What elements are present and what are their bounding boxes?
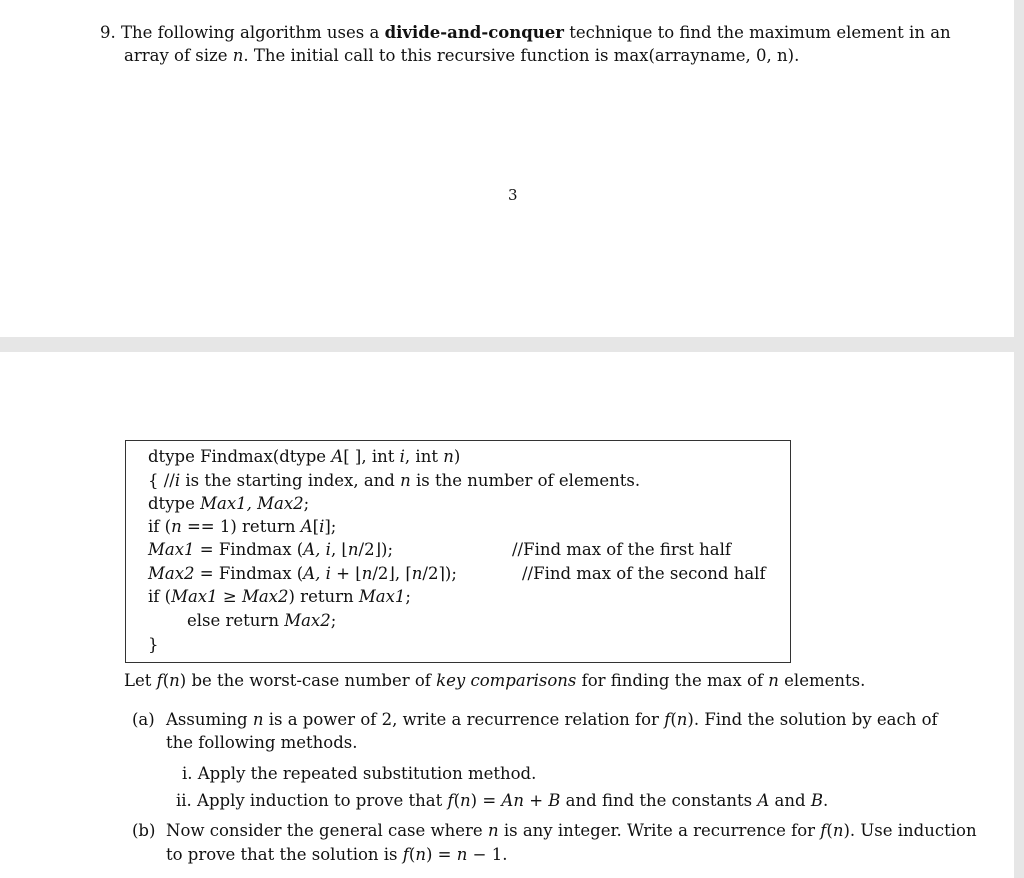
code-text: if ( (148, 517, 172, 536)
math-var: n (487, 821, 499, 840)
part-a-line-1 (166, 709, 938, 731)
code-text: , int (404, 447, 444, 466)
body-text: and find the constants (560, 791, 758, 810)
math-var: f (156, 671, 163, 690)
body-text: is a power of 2, write a recurrence relation for (263, 710, 665, 729)
code-text: = Findmax ( (194, 564, 304, 583)
math-var: n (768, 671, 779, 690)
math-var: n (415, 845, 426, 864)
part-b-label: (b) (132, 821, 156, 840)
code-text: if ( (148, 587, 172, 606)
body-text: ). Use induction (843, 821, 977, 840)
math-var: f (664, 710, 671, 729)
code-text: + ⌊ (330, 564, 362, 583)
code-text: ]; (324, 517, 337, 536)
code-line-2 (148, 470, 640, 492)
body-text: − 1. (467, 845, 508, 864)
math-var: n (460, 791, 471, 810)
math-var: n (252, 710, 264, 729)
math-var: i (399, 447, 405, 466)
math-var: A (300, 517, 313, 536)
math-var: n (361, 564, 373, 583)
code-line-5 (148, 539, 393, 561)
math-var: Max1 (358, 587, 406, 606)
math-var: An (501, 791, 524, 810)
math-var: f (820, 821, 827, 840)
code-comment-second-half: //Find max of the second half (522, 564, 766, 583)
math-var: n (411, 564, 423, 583)
math-var: i (319, 517, 325, 536)
body-text: ) be the worst-case number of (179, 671, 437, 690)
part-b-line-2 (166, 844, 507, 866)
math-var: n (676, 710, 688, 729)
math-var: A, i (303, 540, 331, 559)
code-text: ≥ (217, 587, 242, 606)
code-line-9: } (148, 635, 159, 654)
math-var: A (331, 447, 344, 466)
math-var: Max1 (171, 587, 218, 606)
math-var: f (402, 845, 409, 864)
body-text: Now consider the general case where (166, 821, 488, 840)
page-bottom (0, 352, 1014, 878)
body-text: Let (124, 671, 157, 690)
code-text: , ⌊ (330, 540, 348, 559)
code-text: [ (312, 517, 320, 536)
math-var: f (447, 791, 454, 810)
code-text: == 1) return (181, 517, 301, 536)
math-var: Max1, Max2 (200, 494, 304, 513)
code-text: dtype Findmax(dtype (148, 447, 332, 466)
page-top (0, 0, 1014, 337)
q9-text: . The initial call to this recursive function is max(arrayname, 0, n). (243, 46, 800, 65)
body-text: + (523, 791, 549, 810)
body-text: ) = (470, 791, 502, 810)
code-text: /2⌉); (422, 564, 457, 583)
part-a-line-2: the following methods. (166, 733, 358, 752)
code-text: dtype (148, 494, 201, 513)
code-text: /2⌋); (358, 540, 394, 559)
math-var: n (456, 845, 468, 864)
code-text: else return (187, 611, 285, 630)
code-comment-first-half: //Find max of the first half (512, 540, 731, 559)
code-text: [ ], int (343, 447, 400, 466)
code-text: ; (330, 611, 337, 630)
code-text: is the starting index, and (180, 471, 401, 490)
math-var: B (548, 791, 561, 810)
q9-text: array of size (124, 46, 233, 65)
body-text: Assuming (166, 710, 253, 729)
body-text: ( (826, 821, 833, 840)
code-text: is the number of elements. (410, 471, 641, 490)
body-text: . (822, 791, 829, 810)
math-var: Max2 (241, 587, 289, 606)
code-text: ) (453, 447, 461, 466)
math-var: n (169, 671, 180, 690)
question-9-line-2 (124, 45, 799, 67)
body-text: ( (670, 710, 677, 729)
body-text: for finding the max of (576, 671, 769, 690)
page-number: 3 (508, 186, 518, 204)
q9-text: technique to find the maximum element in an (563, 23, 951, 42)
math-var: n (232, 46, 244, 65)
math-var: A (757, 791, 770, 810)
math-var: Max2 (148, 564, 195, 583)
body-text: and (769, 791, 811, 810)
code-line-4 (148, 516, 336, 538)
body-text: ii. Apply induction to prove that (176, 791, 448, 810)
math-var: Max1 (148, 540, 195, 559)
math-var: i (174, 471, 181, 490)
code-text: ; (405, 587, 411, 606)
subpart-ii (176, 790, 828, 812)
code-line-1 (148, 446, 460, 468)
body-text: ). Find the solution by each of (687, 710, 938, 729)
code-line-8 (187, 610, 336, 632)
code-text: ) return (288, 587, 359, 606)
part-b-line-1 (166, 820, 977, 842)
question-9-line-1 (100, 22, 951, 44)
code-line-6 (148, 563, 457, 585)
code-text: = Findmax ( (194, 540, 304, 559)
code-box (125, 440, 791, 663)
math-var: A, i (303, 564, 331, 583)
subpart-i: i. Apply the repeated substitution method. (182, 764, 537, 783)
code-text: /2⌋, ⌈ (372, 564, 412, 583)
q9-text: 9. The following algorithm uses a (100, 23, 385, 42)
body-text: ( (408, 845, 416, 864)
math-var: B (810, 791, 823, 810)
body-text: elements. (778, 671, 866, 690)
math-var: n (171, 517, 182, 536)
body-text: ( (453, 791, 461, 810)
math-var: n (832, 821, 844, 840)
code-text: ; (303, 494, 310, 513)
body-text: is any integer. Write a recurrence for (498, 821, 821, 840)
emphasis-term: key comparisons (436, 671, 577, 690)
body-text: ) = (425, 845, 457, 864)
part-a-label: (a) (132, 710, 155, 729)
code-line-7 (148, 586, 411, 608)
q9-bold-term: divide-and-conquer (384, 23, 564, 42)
math-var: Max2 (284, 611, 331, 630)
math-var: n (400, 471, 411, 490)
definition-line (124, 670, 865, 692)
math-var: n (443, 447, 454, 466)
code-line-3 (148, 493, 309, 515)
body-text: to prove that the solution is (166, 845, 403, 864)
body-text: ( (162, 671, 170, 690)
math-var: n (347, 540, 359, 559)
code-text: { // (148, 471, 175, 490)
